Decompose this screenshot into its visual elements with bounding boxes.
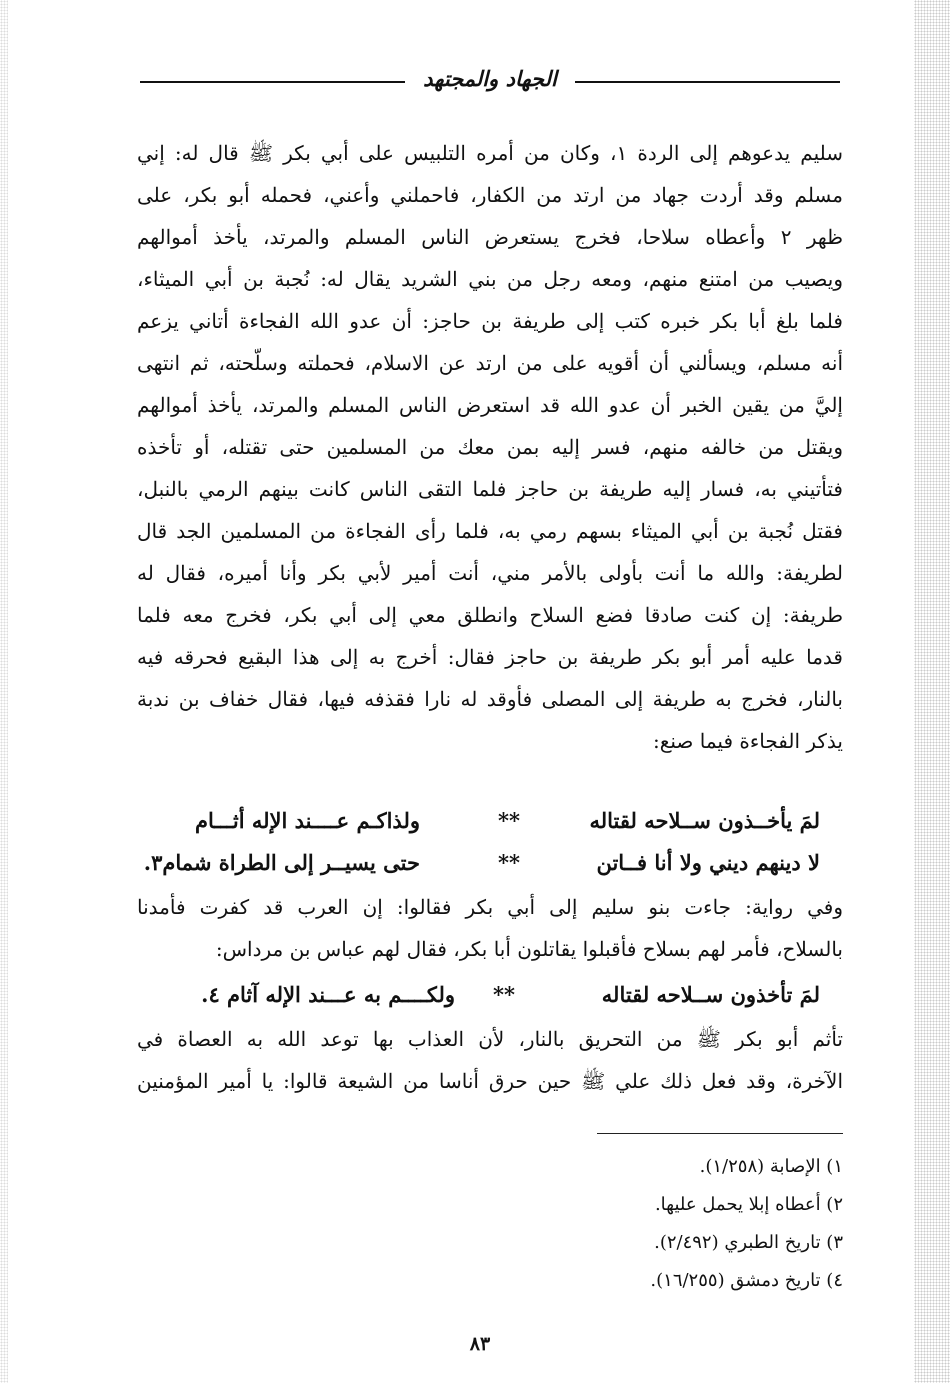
footnote: ١) الإصابة (١/٢٥٨). [699,1156,843,1177]
running-header [140,62,840,102]
verse-line-1 [160,800,820,842]
verse-hemistich-second: ولذاكـم عــــند الإله أثـــام [195,808,420,833]
text-line: إليَّ من يقين الخبر أن عدو الله قد استعرض الناس المسلم والمرتد، يأخذ أموالهم [137,393,843,417]
text-line: بالنار، فخرج به طريفة إلى المصلى فأوقد له نارا فقذفه فيها، فقال خفاف بن ندبة [137,687,843,711]
header-rule-right [575,81,840,83]
text-line: طريفة: إن كنت صادقا فضع السلاح وانطلق معي إلى أبي بكر، فخرج معه فلما [137,603,843,627]
verse-hemistich-first: لمَ تأخذون ســلاحه لقتاله [601,982,820,1007]
text-line: فلما بلغ أبا بكر خبره كتب إلى طريفة بن حاجز: أن عدو الله الفجاءة أتاني يزعم [137,309,843,333]
verse-separator: ** [498,808,520,833]
verse-separator: ** [498,850,520,875]
header-title: الجهاد والمجتهد [423,66,557,91]
text-line: مسلم وقد أردت جهاد من ارتد من الكفار، فاحملني وأعني، فحمله أبو بكر، على [137,183,843,207]
scan-edge-left [0,0,8,1383]
verse-line-2 [143,842,820,884]
text-line: سليم يدعوهم إلى الردة ١، وكان من أمره التلبيس على أبي بكر ﷺ قال له: إني [137,141,843,165]
text-line: الآخرة، وقد فعل ذلك علي ﷺ حين حرق أناسا من الشيعة قالوا: يا أمير المؤمنين [137,1069,843,1093]
text-line: قدما عليه أمر أبو بكر طريفة بن حاجز فقال: أخرج به إلى هذا البقيع فحرقه فيه [137,645,843,669]
text-line: أنه مسلم، ويسألني أن أقويه على من ارتد عن الاسلام، فحملته وسلّحته، ثم انتهى [137,351,843,375]
footnote: ٣) تاريخ الطبري (٢/٤٩٢). [654,1232,843,1253]
verse-hemistich-first: لمَ يأخــذون ســلاحه لقتاله [589,808,820,833]
text-line: بالسلاح، فأمر لهم بسلاح فأقبلوا يقاتلون أبا بكر، فقال لهم عباس بن مرداس: [215,937,843,961]
verse-line-3 [160,974,820,1016]
text-line: ويصيب من امتنع منهم، ومعه رجل من بني الشريد يقال له: نُجبة بن أبي الميثاء، [137,267,843,291]
footnote: ٤) تاريخ دمشق (١٦/٢٥٥). [650,1270,843,1291]
footnotes [400,1148,843,1300]
text-line: فقتل نُجبة بن أبي الميثاء بسهم رمي به، فلما رأى الفجاءة من المسلمين الجد قال [137,519,843,543]
verse-hemistich-second: حتى يسيــر إلى الطراة شمام٣. [143,850,420,875]
main-text-2 [137,886,843,970]
text-line: تأثم أبو بكر ﷺ من التحريق بالنار، لأن العذاب بها توعد الله به العصاة في [137,1027,843,1051]
main-text [137,132,843,762]
footnote: ٢) أعطاه إبلا يحمل عليها. [654,1194,843,1215]
text-line: ويقتل من خالفه منهم، فسر إليه بمن معك من المسلمين حتى تقتله، أو تأخذه [137,435,843,459]
header-rule-left [140,81,405,83]
text-line: ظهر ٢ وأعطاه سلاحا، فخرج يستعرض الناس المسلم والمرتد، يأخذ أموالهم [137,225,843,249]
text-line: وفي رواية: جاءت بنو سليم إلى أبي بكر فقالوا: إن العرب قد كفرت فأمدنا [137,895,843,919]
text-line: لطريفة: والله ما أنت بأولى بالأمر مني، أنت أمير لأبي بكر وأنا أميره، فقال له [137,561,843,585]
text-line: فتأتيني به، فسار إليه طريفة بن حاجز فلما التقى الناس كانت بينهم الرمي بالنبل، [137,477,843,501]
footnote-separator [597,1133,843,1134]
scan-edge-right [914,0,950,1383]
main-text-3 [137,1018,843,1102]
verse-separator: ** [493,982,515,1007]
text-line: يذكر الفجاءة فيما صنع: [653,729,843,753]
verse-hemistich-first: لا دينهم ديني ولا أنا فــاتن [596,850,820,875]
verse-hemistich-second: ولكــــم به عـــند الإله آثام ٤. [201,982,455,1007]
page-number: ٨٣ [469,1333,491,1355]
